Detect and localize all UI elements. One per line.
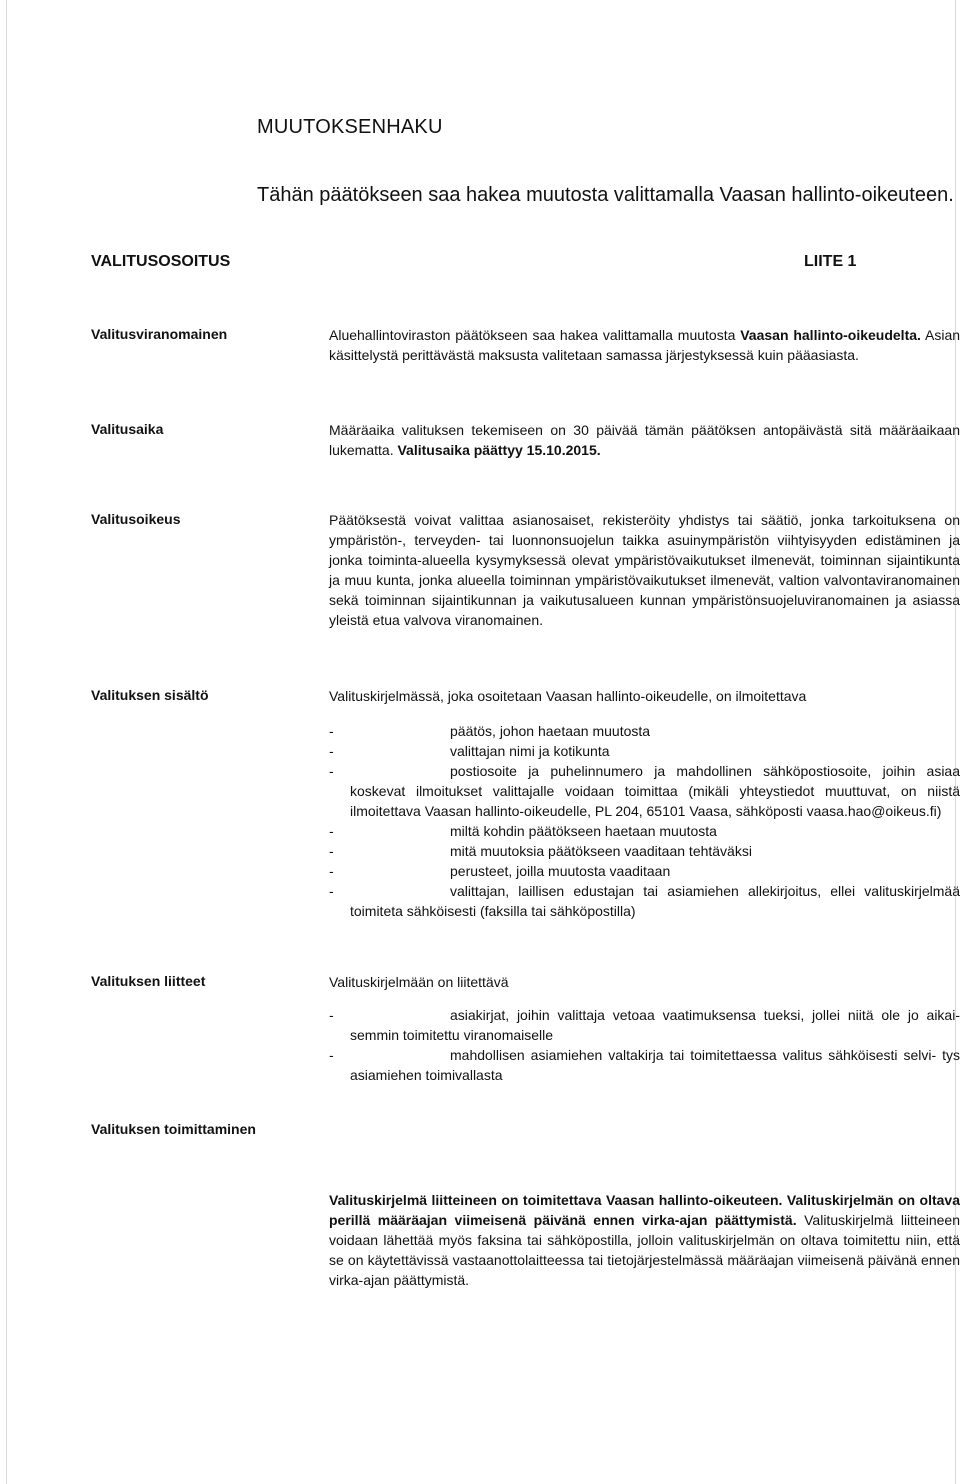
attachments-list xyxy=(329,1005,960,1085)
text: Aluehallintoviraston päätökseen saa hakea valittamalla muutosta xyxy=(329,327,741,343)
label-valitusoikeus: Valitusoikeus xyxy=(91,511,181,527)
content-valitusviranomainen xyxy=(329,325,960,365)
page-edge-left xyxy=(6,0,7,1484)
bold-text: Valitusaika päättyy 15.10.2015. xyxy=(397,442,601,458)
label-valituksen-sisalto: Valituksen sisältö xyxy=(91,687,209,703)
item-text: mitä muutoksia päätökseen vaaditaan tehtäväksi xyxy=(450,843,752,859)
list-item xyxy=(329,821,960,841)
text: Valituskirjelmä liitteineen voidaan lähettää myös faksina tai sähköpostilla, jolloin valituskirjelmän on oltava toimitettu niin, että se on käytettävissä vastaanottolaitteessa tai tietojärjestelmässä määräajan viimeisenä päivänä ennen virka-ajan päättymistä. xyxy=(329,1212,960,1288)
section-heading: VALITUSOSOITUS xyxy=(91,253,231,270)
list-item xyxy=(329,721,960,741)
text: Päätöksestä voivat valittaa asianosaiset, rekisteröity yhdistys tai säätiö, jonka tarkoituksena on ympäristön-, terveyden- tai luonnonsuojelun taikka asuinympäristön viihtyisyyden edistäminen ja jonka toiminta-alueella kysymyksessä olevat ympäristövaikutukset ilmenevät, toiminnan sijaintikunta ja muu kunta, jonka alueella toiminnan ympäristövaikutukset ilmenevät, valtion valvontaviranomainen sekä toiminnan sijaintikunnan ja vaikutusalueen kunnan ympäristönsuojeluviranomainen ja asiassa yleistä etua valvova viranomainen. xyxy=(329,512,960,628)
item-text: valittajan nimi ja kotikunta xyxy=(450,743,610,759)
label-valituksen-liitteet: Valituksen liitteet xyxy=(91,973,206,989)
content-valituksen-liitteet xyxy=(329,972,960,1085)
dash: - xyxy=(329,863,334,879)
text: Määräaika valituksen tekemiseen on 30 päivää tämän päätöksen antopäivästä sitä määräaikaan lukematta. xyxy=(329,422,960,458)
page-title: MUUTOKSENHAKU xyxy=(257,116,443,138)
dash: - xyxy=(329,823,334,839)
content-valituksen-sisalto xyxy=(329,686,960,921)
item-text-cont: toimiteta sähköisesti (faksilla tai sähköpostilla) xyxy=(350,903,636,919)
bold-text: Vaasan hallinto-oikeudelta. xyxy=(740,327,921,343)
content-valituksen-toimittaminen xyxy=(329,1190,960,1290)
text: Asian käsittelystä perittävästä maksusta valitetaan samassa järjestyksessä kuin pääasiasta. xyxy=(329,327,960,363)
item-text-cont: koskevat ilmoitukset valittajalle voidaan toimittaa (mikäli yhteystiedot muuttuvat, on niistä ilmoitettava Vaasan hallinto-oikeudelle, PL 204, 65101 Vaasa, sähköposti vaasa.hao@oikeus.fi) xyxy=(350,783,960,819)
intro-text: Valituskirjelmässä, joka osoitetaan Vaasan hallinto-oikeudelle, on ilmoitettava xyxy=(329,688,807,704)
content-valitusaika xyxy=(329,420,960,460)
dash: - xyxy=(329,1047,334,1063)
item-text: valittajan, laillisen edustajan tai asiamiehen allekirjoitus, ellei valituskirjelmää xyxy=(450,883,960,899)
intro-text: Valituskirjelmään on liitettävä xyxy=(329,974,509,990)
bold-text: Valituskirjelmä liitteineen on toimitettava Vaasan hallinto-oikeuteen. Valituskirjelmän on oltava perillä määräajan viimeisenä päivänä ennen virka-ajan päättymistä. xyxy=(329,1192,960,1228)
list-item xyxy=(329,761,960,821)
label-valitusviranomainen: Valitusviranomainen xyxy=(91,326,228,342)
page-subtitle: Tähän päätökseen saa hakea muutosta valittamalla Vaasan hallinto-oikeuteen. xyxy=(257,184,954,206)
item-text-cont: tys asiamiehen toimivallasta xyxy=(350,1047,960,1083)
dash: - xyxy=(329,883,334,899)
label-valitusaika: Valitusaika xyxy=(91,421,164,437)
list-item xyxy=(329,881,960,921)
list-item xyxy=(329,861,960,881)
list-item xyxy=(329,741,960,761)
dash: - xyxy=(329,723,334,739)
label-valituksen-toimittaminen: Valituksen toimittaminen xyxy=(91,1121,256,1137)
item-text: postiosoite ja puhelinnumero ja mahdollinen sähköpostiosoite, joihin asiaa xyxy=(450,763,960,779)
item-text-cont: semmin toimitettu viranomaiselle xyxy=(350,1027,554,1043)
dash: - xyxy=(329,743,334,759)
dash: - xyxy=(329,1007,334,1023)
requirements-list xyxy=(329,721,960,921)
dash: - xyxy=(329,763,334,779)
item-text: perusteet, joilla muutosta vaaditaan xyxy=(450,863,671,879)
item-text: mahdollisen asiamiehen valtakirja tai toimitettaessa valitus sähköisesti selvi- xyxy=(450,1047,937,1063)
list-item xyxy=(329,1005,960,1045)
item-text: asiakirjat, joihin valittaja vetoaa vaatimuksensa tueksi, jollei niitä ole jo aikai- xyxy=(450,1007,960,1023)
dash: - xyxy=(329,843,334,859)
list-item xyxy=(329,841,960,861)
content-valitusoikeus xyxy=(329,510,960,630)
attachment-label: LIITE 1 xyxy=(804,253,857,270)
list-item xyxy=(329,1045,960,1085)
item-text: päätös, johon haetaan muutosta xyxy=(450,723,651,739)
item-text: miltä kohdin päätökseen haetaan muutosta xyxy=(450,823,717,839)
